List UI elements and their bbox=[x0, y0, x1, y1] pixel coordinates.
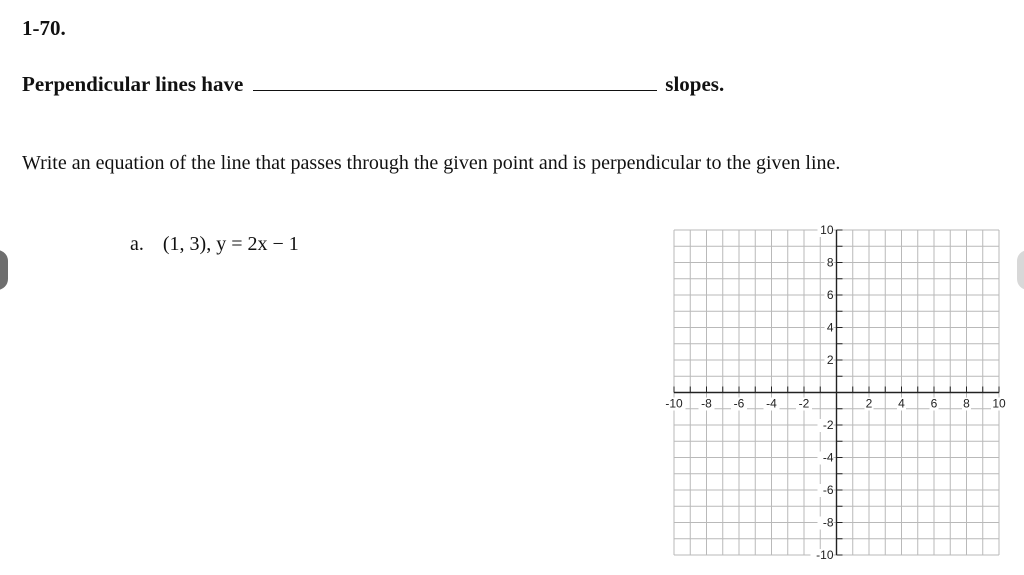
prompt-after: slopes. bbox=[665, 72, 725, 96]
y-tick-label: 6 bbox=[826, 288, 834, 302]
x-tick-label: 2 bbox=[865, 396, 873, 411]
x-tick-label: -10 bbox=[665, 396, 683, 411]
part-a-point: (1, 3), bbox=[162, 233, 212, 255]
x-tick-label: 4 bbox=[898, 396, 905, 411]
problem-number: 1-70. bbox=[22, 16, 66, 40]
instruction-text: Write an equation of the line that passes through the given point and is perpendicular to the given line. bbox=[22, 152, 841, 174]
x-tick-label: -6 bbox=[733, 396, 745, 411]
prompt-before: Perpendicular lines have bbox=[22, 72, 244, 96]
coordinate-grid bbox=[650, 220, 1020, 565]
y-tick-label: -10 bbox=[816, 548, 834, 562]
answer-blank[interactable] bbox=[253, 72, 657, 91]
x-tick-label: -4 bbox=[766, 396, 777, 411]
x-tick-label: 8 bbox=[963, 396, 970, 411]
part-a-letter: a. bbox=[130, 233, 144, 255]
left-side-tab[interactable] bbox=[0, 250, 8, 290]
part-a bbox=[130, 233, 299, 256]
x-tick-label: -8 bbox=[701, 396, 712, 411]
y-tick-label: 2 bbox=[826, 353, 834, 367]
y-tick-label: -2 bbox=[822, 418, 834, 432]
x-tick-label: 10 bbox=[992, 396, 1006, 411]
y-tick-label: 10 bbox=[820, 223, 834, 237]
fill-in-prompt bbox=[22, 72, 724, 97]
y-tick-label: -4 bbox=[822, 450, 834, 465]
y-tick-label: 8 bbox=[826, 255, 834, 270]
y-tick-label: -8 bbox=[822, 515, 834, 530]
y-tick-label: 4 bbox=[826, 320, 834, 335]
x-tick-label: 6 bbox=[930, 396, 938, 411]
part-a-equation: y = 2x − 1 bbox=[216, 233, 299, 255]
x-tick-label: -2 bbox=[798, 396, 810, 411]
y-tick-label: -6 bbox=[822, 483, 834, 497]
